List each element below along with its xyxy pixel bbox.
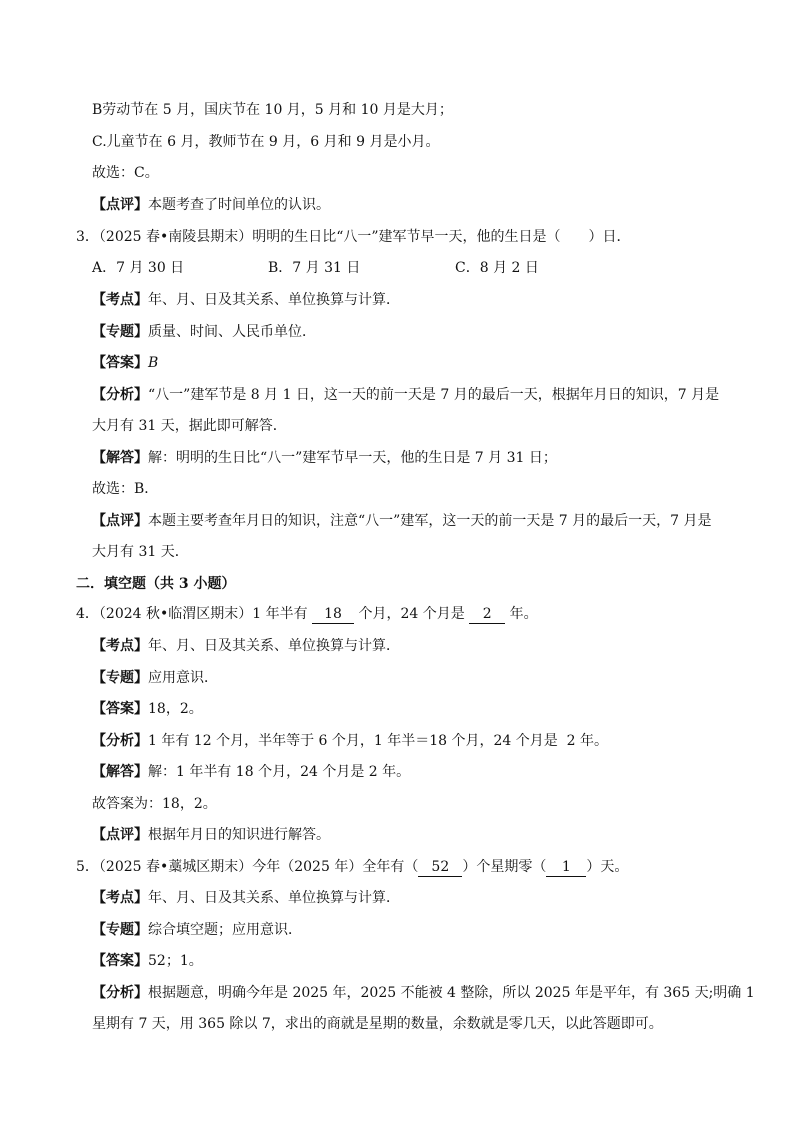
answer-tag: 【答案】: [92, 355, 148, 371]
kaodian-text: 年、月、日及其关系、单位换算与计算．: [148, 890, 400, 906]
answer-text: 18，2。: [148, 701, 203, 717]
zhuanti-text: 综合填空题；应用意识．: [148, 922, 302, 938]
q4-answer: [92, 699, 203, 719]
q3-stem: 3．（2025 春•南陵县期末）明明的生日比“八一”建军节早一天，他的生日是（ ）日．: [76, 229, 631, 245]
q3-choice: 故选：B．: [92, 481, 159, 497]
analysis-tag: 【分析】: [92, 985, 148, 1001]
q4-analysis: [92, 731, 608, 751]
q4-stem-part: 4．（2024 秋•临渭区期末）1 年半有: [76, 606, 313, 622]
q5-answer: [92, 951, 203, 971]
q3-kaodian: [92, 290, 400, 310]
q3-answer: [92, 353, 158, 373]
q4-blank-2: 2: [469, 605, 505, 624]
kaodian-tag: 【考点】: [92, 292, 148, 308]
zhuanti-tag: 【专题】: [92, 922, 148, 938]
q5-blank-2: 1: [546, 858, 586, 877]
q3-option-b: B．7 月 31 日: [268, 260, 361, 276]
q5-blank-1: 52: [418, 858, 462, 877]
kaodian-text: 年、月、日及其关系、单位换算与计算．: [148, 292, 400, 308]
kaodian-tag: 【考点】: [92, 638, 148, 654]
review-text: 根据年月日的知识进行解答。: [148, 827, 330, 843]
analysis-text: “八一”建军节是 8 月 1 日，这一天的前一天是 7 月的最后一天，根据年月日的知识，7 月是: [148, 387, 720, 403]
q4-blank-1: 18: [312, 605, 354, 624]
q3-solution: [92, 448, 557, 468]
answer-tag: 【答案】: [92, 953, 148, 969]
q3-analysis-2: 大月有 31 天，据此即可解答．: [92, 418, 287, 434]
kaodian-text: 年、月、日及其关系、单位换算与计算．: [148, 638, 400, 654]
solution-text: 解：1 年半有 18 个月，24 个月是 2 年。: [148, 764, 411, 780]
zhuanti-tag: 【专题】: [92, 324, 148, 340]
q5-analysis-1: [92, 983, 755, 1003]
q4-stem-part: 年。: [505, 606, 538, 622]
review-text: 本题主要考查年月日的知识，注意“八一”建军，这一天的前一天是 7 月的最后一天，7 月是: [148, 513, 712, 529]
q5-stem-part: ）个星期零（: [462, 859, 547, 875]
analysis-tag: 【分析】: [92, 387, 148, 403]
option-c-explanation: C.儿童节在 6 月，教师节在 9 月，6 月和 9 月是小月。: [92, 134, 440, 150]
answer-text: B: [148, 355, 159, 371]
kaodian-tag: 【考点】: [92, 890, 148, 906]
zhuanti-text: 应用意识．: [148, 670, 218, 686]
q5-analysis-2: 星期有 7 天，用 365 除以 7，求出的商就是星期的数量，余数就是零几天，以此答题即可。: [92, 1016, 663, 1032]
option-b-explanation: B劳动节在 5 月，国庆节在 10 月，5 月和 10 月是大月；: [92, 102, 453, 118]
zhuanti-text: 质量、时间、人民币单位．: [148, 324, 316, 340]
q4-stem: [76, 604, 538, 624]
q4-zhuanti: [92, 668, 218, 688]
section-heading: 二．填空题（共 3 小题）: [76, 576, 236, 592]
analysis-text: 1 年有 12 个月，半年等于 6 个月，1 年半＝18 个月，24 个月是 2 年。: [148, 733, 609, 749]
review-line: [92, 195, 330, 215]
choice-line: 故选：C。: [92, 165, 159, 181]
review-text: 本题考查了时间单位的认识。: [148, 197, 330, 213]
q5-stem: [76, 857, 628, 877]
review-tag: 【点评】: [92, 827, 148, 843]
q4-final-answer: 故答案为：18，2。: [92, 796, 217, 812]
q5-zhuanti: [92, 920, 302, 940]
answer-tag: 【答案】: [92, 701, 148, 717]
q3-option-a: A．7 月 30 日: [92, 260, 185, 276]
review-tag: 【点评】: [92, 513, 148, 529]
solution-text: 解：明明的生日比“八一”建军节早一天，他的生日是 7 月 31 日；: [148, 450, 557, 466]
q5-kaodian: [92, 888, 400, 908]
q4-kaodian: [92, 636, 400, 656]
q3-review-1: [92, 511, 711, 531]
q3-analysis-1: [92, 385, 719, 405]
q3-option-c: C．8 月 2 日: [455, 260, 539, 276]
solution-tag: 【解答】: [92, 764, 148, 780]
q4-stem-part: 个月，24 个月是: [354, 606, 470, 622]
review-tag: 【点评】: [92, 197, 148, 213]
q3-review-2: 大月有 31 天．: [92, 544, 189, 560]
q4-review: [92, 825, 330, 845]
q5-stem-part: ）天。: [586, 859, 629, 875]
zhuanti-tag: 【专题】: [92, 670, 148, 686]
q5-stem-part: 5．（2025 春•藁城区期末）今年（2025 年）全年有（: [76, 859, 419, 875]
analysis-text: 根据题意，明确今年是 2025 年，2025 不能被 4 整除，所以 2025 年是平年，有 365 天;明确 1: [148, 985, 755, 1001]
analysis-tag: 【分析】: [92, 733, 148, 749]
q3-zhuanti: [92, 322, 316, 342]
answer-text: 52；1。: [148, 953, 203, 969]
solution-tag: 【解答】: [92, 450, 148, 466]
q4-solution: [92, 762, 410, 782]
